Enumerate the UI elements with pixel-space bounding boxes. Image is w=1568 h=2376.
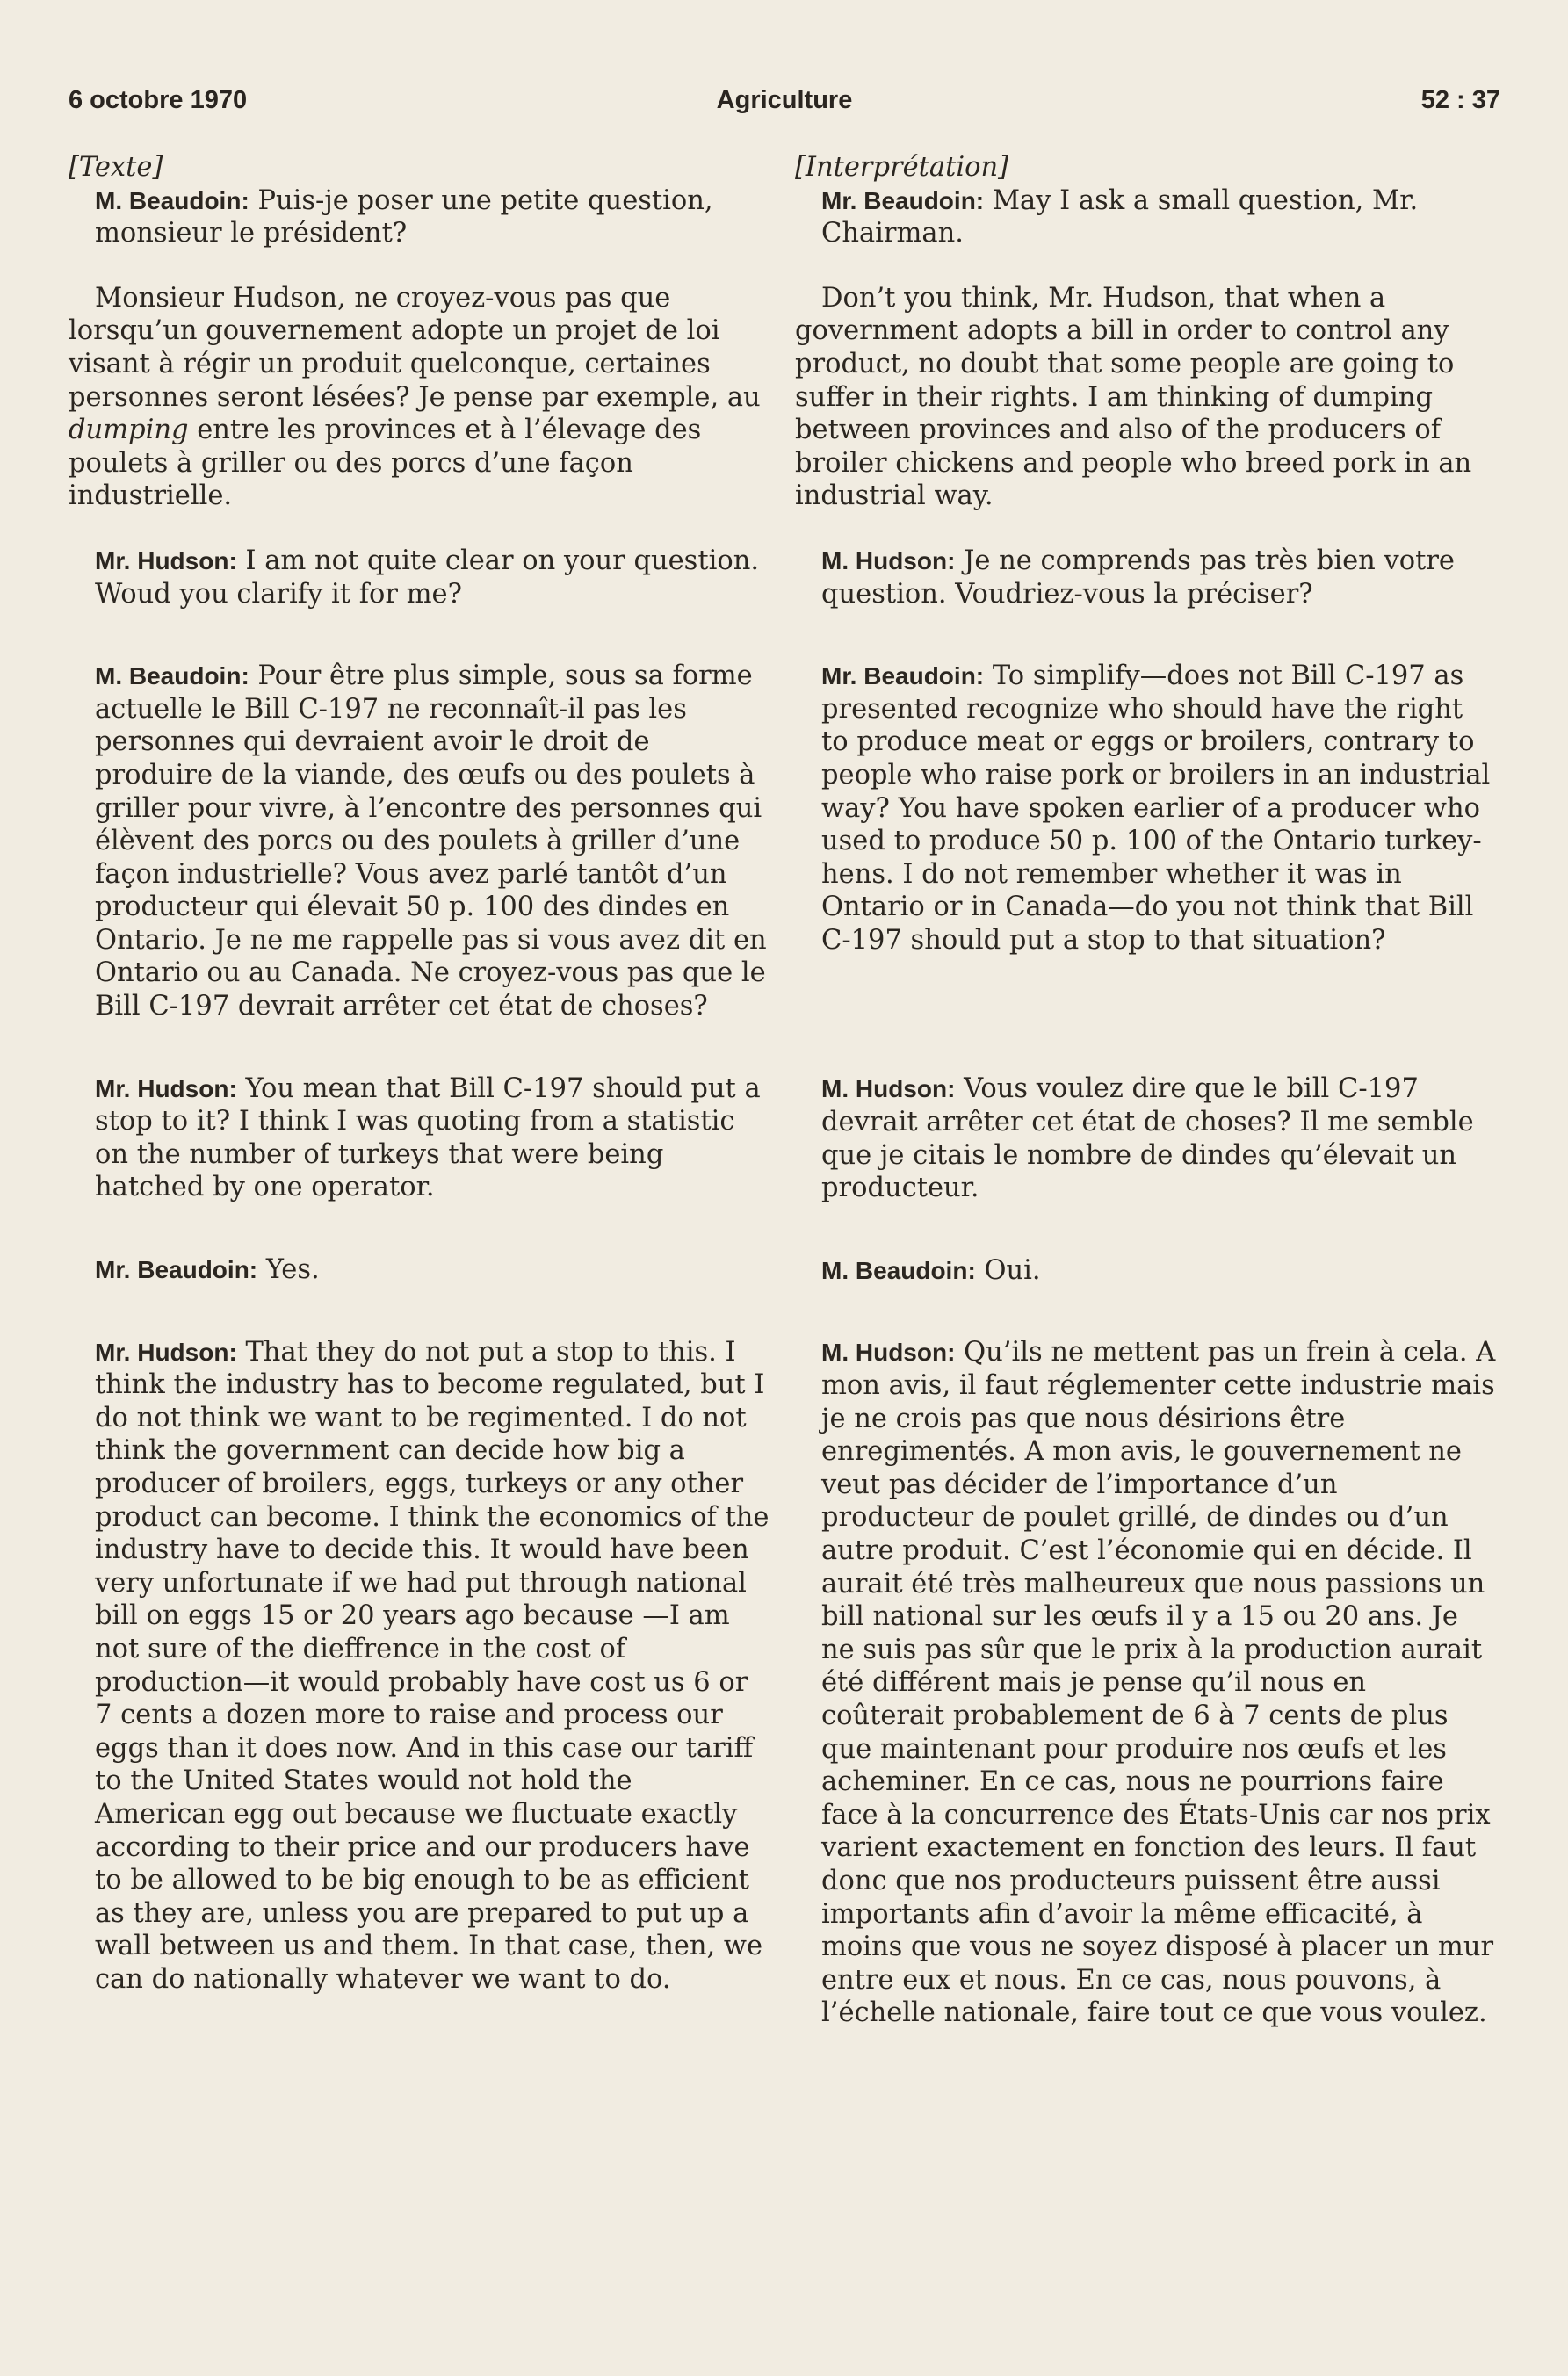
speaker-name: M. Beaudoin: <box>821 1256 976 1284</box>
right-column <box>795 151 1496 2030</box>
left-paragraph-7 <box>69 1336 770 1997</box>
paragraph-text: May I ask a small question, Mr. Chairman. <box>821 184 1419 249</box>
right-paragraph-2 <box>795 282 1496 513</box>
right-paragraph-6 <box>795 1254 1496 1288</box>
section-label-interpretation: [Interprétation] <box>795 152 1009 183</box>
speaker-name: Mr. Hudson: <box>95 1338 237 1366</box>
speaker-name: Mr. Hudson: <box>95 1074 237 1102</box>
left-paragraph-6 <box>69 1253 770 1287</box>
paragraph-text: To simplify—does not Bill C-197 as presented recognize who should have the right to produce meat or eggs or broilers, contrary to people who raise pork or broilers in an industrial way? You have spoken earlier of a producer who used to produce 50 p. 100 of the Ontario turkey-hens. I do not remember whether it was in Ontario or in Canada—do you not think that Bill C-197 should put a stop to that situation? <box>821 661 1491 956</box>
paragraph-text: Don’t you think, Mr. Hudson, that when a government adopts a bill in order to control any product, no doubt that some people are going to suffer in their rights. I am thinking of dumping between provinces and also of the producers of broiler chickens and people who breed pork in an industrial way. <box>795 282 1472 512</box>
right-paragraph-5 <box>795 1072 1496 1204</box>
speaker-name: M. Beaudoin: <box>95 186 249 214</box>
paragraph-text: Yes. <box>265 1254 320 1286</box>
left-paragraph-3 <box>69 545 770 610</box>
right-paragraph-3 <box>795 545 1496 610</box>
right-paragraph-4 <box>795 660 1496 957</box>
left-paragraph-5 <box>69 1072 770 1204</box>
paragraph-text: Qu’ils ne mettent pas un frein à cela. A mon avis, il faut réglementer cette industrie mais je ne crois pas que nous désirions être enregimentés. A mon avis, le gouvernement ne veut pas décider de l’importance d’un producteur de poulet grillé, de dindes ou d’un autre produit. C’est l’économie qui en décide. Il aurait été très malheureux que nous passions un bill national sur les œufs il y a 15 ou 20 ans. Je ne suis pas sûr que le prix à la production aurait été différent mais je pense qu’il nous en coûterait probablement de 6 à 7 cents de plus que maintenant pour produire nos œufs et les acheminer. En ce cas, nous ne pourrions faire face à la concurrence des États-Unis car nos prix varient exactement en fonction des leurs. Il faut donc que nos producteurs puissent être aussi importants afin d’avoir la même efficacité, à moins que vous ne soyez disposé à placer un mur entre eux et nous. En ce cas, nous pouvons, à l’échelle nationale, faire tout ce que vous voulez. <box>821 1337 1496 2029</box>
section-label-texte: [Texte] <box>69 152 163 183</box>
speaker-name: Mr. Hudson: <box>95 546 237 574</box>
header-title: Agriculture <box>716 86 853 114</box>
speaker-name: M. Beaudoin: <box>95 662 249 690</box>
header-date: 6 octobre 1970 <box>69 86 248 114</box>
header-page-number: 52 : 37 <box>1420 86 1500 114</box>
paragraph-text: Puis-je poser une petite question, monsieur le président? <box>95 184 713 249</box>
paragraph-text: You mean that Bill C-197 should put a stop to it? I think I was quoting from a statistic on the number of turkeys that were being hatched by one operator. <box>95 1072 761 1203</box>
speaker-name: Mr. Beaudoin: <box>821 662 985 690</box>
page-header <box>69 86 1500 130</box>
paragraph-text: entre les provinces et à l’élevage des poulets à griller ou des porcs d’une façon industrielle. <box>69 415 702 512</box>
paragraph-text: Je ne comprends pas très bien votre question. Voudriez-vous la préciser? <box>821 545 1455 610</box>
right-paragraph-1 <box>795 184 1496 250</box>
speaker-name: Mr. Beaudoin: <box>95 1256 258 1284</box>
paragraph-text: Monsieur Hudson, ne croyez-vous pas que lorsqu’un gouvernement adopte un projet de loi visant à régir un produit quelconque, certaines personnes seront lésées? Je pense par exemple, au <box>69 282 761 413</box>
left-paragraph-2 <box>69 282 770 513</box>
speaker-name: M. Hudson: <box>821 1339 956 1367</box>
left-paragraph-4 <box>69 660 770 1023</box>
speaker-name: M. Hudson: <box>821 1075 956 1103</box>
paragraph-text: That they do not put a stop to this. I think the industry has to become regulated, but I do not think we want to be regimented. I do not think the government can decide how big a producer of broilers, eggs, turkeys or any other product can become. I think the economics of the industry have to decide this. It would have been very unfortunate if we had put through national bill on eggs 15 or 20 years ago because —I am not sure of the dieffrence in the cost of production—it would probably have cost us 6 or 7 cents a dozen more to raise and process our eggs than it does now. And in this case our tariff to the United States would not hold the American egg out because we fluctuate exactly according to their price and our producers have to be allowed to be big enough to be as efficient as they are, unless you are prepared to put up a wall between us and them. In that case, then, we can do nationally whatever we want to do. <box>95 1336 770 1995</box>
speaker-name: M. Hudson: <box>821 546 956 574</box>
right-paragraph-7 <box>795 1336 1496 2029</box>
paragraph-text: Vous voulez dire que le bill C-197 devrait arrêter cet état de choses? Il me semble que je citais le nombre de dindes qu’élevait un producteur. <box>821 1073 1474 1204</box>
speaker-name: Mr. Beaudoin: <box>821 186 985 214</box>
paragraph-emphasis: dumping <box>69 415 189 446</box>
paragraph-text: Pour être plus simple, sous sa forme actuelle le Bill C-197 ne reconnaît-il pas les personnes qui devraient avoir le droit de produire de la viande, des œufs ou des poulets à griller pour vivre, à l’encontre des personnes qui élèvent des porcs ou des poulets à griller d’une façon industrielle? Vous avez parlé tantôt d’un producteur qui élevait 50 p. 100 des dindes en Ontario. Je ne me rappelle pas si vous avez dit en Ontario ou au Canada. Ne croyez-vous pas que le Bill C-197 devrait arrêter cet état de choses? <box>95 661 767 1022</box>
paragraph-text: I am not quite clear on your question. Woud you clarify it for me? <box>95 545 760 610</box>
left-column <box>69 151 770 1997</box>
paragraph-text: Oui. <box>984 1254 1041 1286</box>
left-paragraph-1 <box>69 184 770 250</box>
